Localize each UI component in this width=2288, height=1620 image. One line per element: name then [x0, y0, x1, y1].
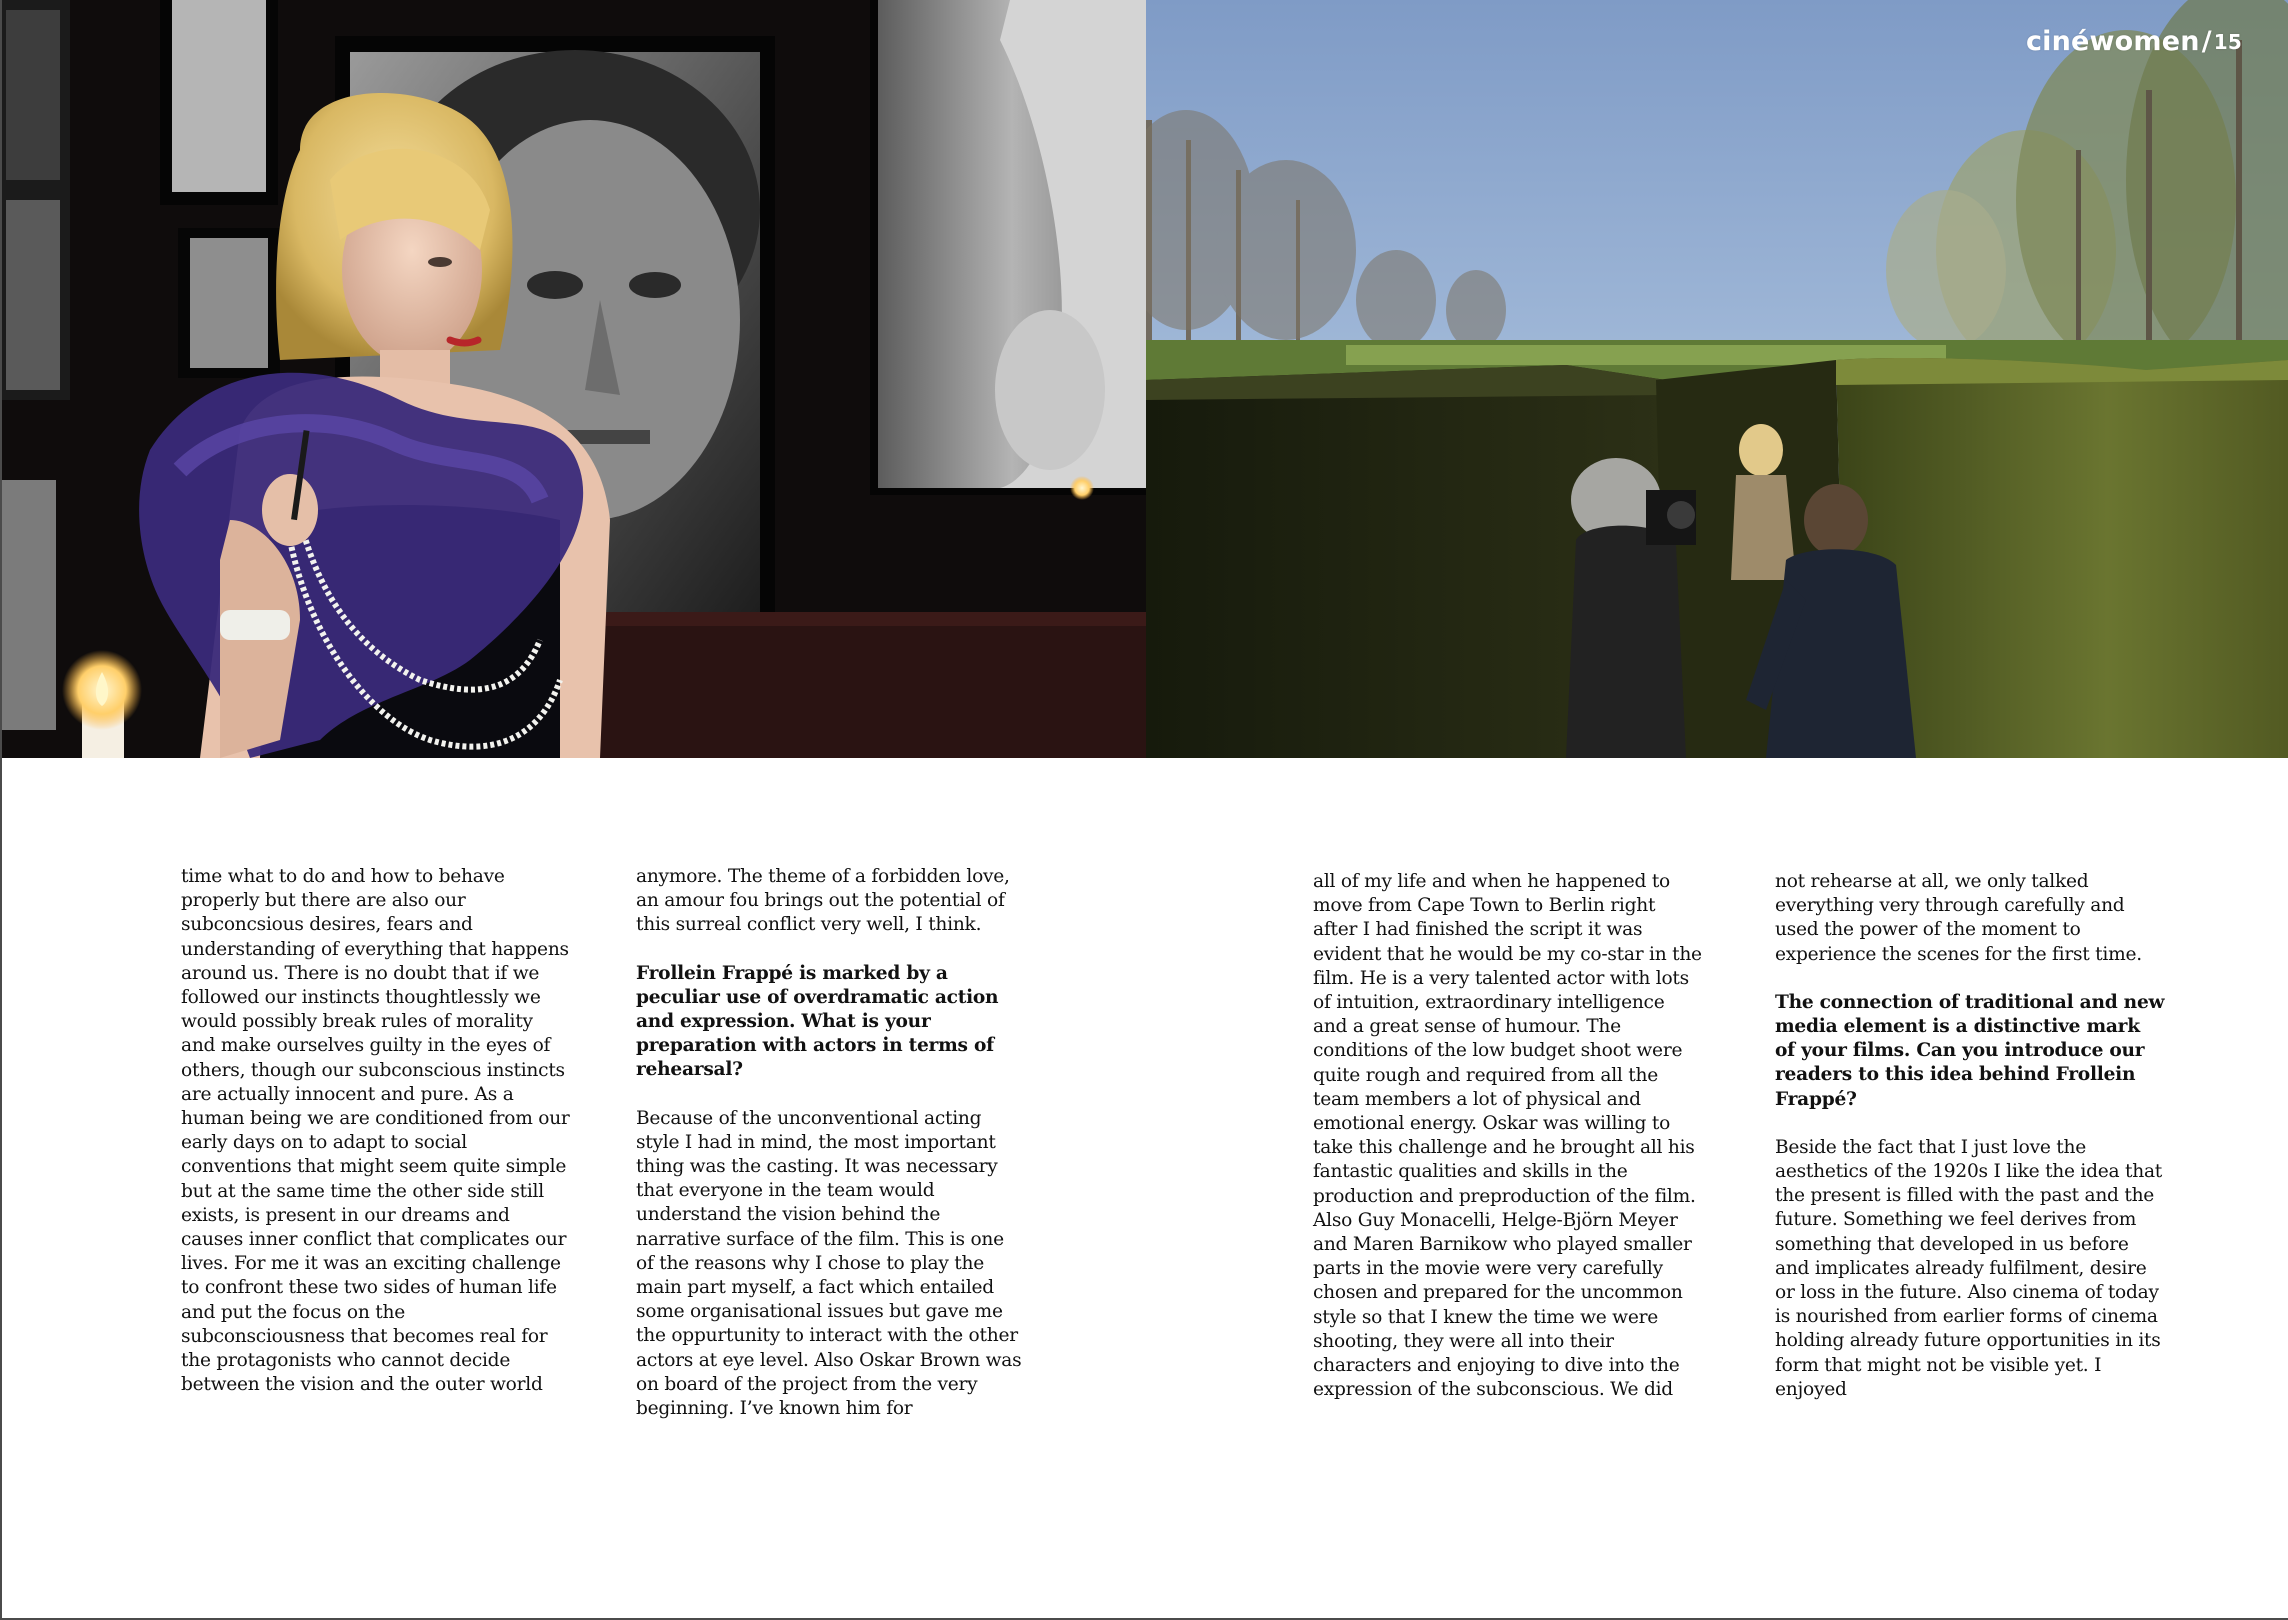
- body-paragraph: anymore. The theme of a forbidden love, an amour fou brings out the potential of this surreal conflict very well, I think.: [636, 866, 1010, 936]
- body-paragraph: Because of the unconventional acting style I had in mind, the most important thing was the casting. It was necessary that everyone in the team would understand the vision behind the narrative surface of the film. This is one of the reasons why I chose to play the main part myself, a fact which entailed some organisational issues but gave me the oppurtunity to interact with the other actors at eye level. Also Oskar Brown was on board of the project from the very beginning. I’ve known him for: [636, 1107, 1022, 1420]
- lounge-portrait-illustration: [0, 0, 1146, 758]
- body-paragraph: all of my life and when he happened to move from Cape Town to Berlin right after I had finished the script it was evident that he would be my co-star in the film. He is a very talented actor with lots of intuition, extraordinary intelligence and a great sense of humour. The conditions of the low budget shoot were quite rough and required from all the team members a lot of physical and emotional energy. Oskar was willing to take this challenge and he brought all his fantastic qualities and skills in the production and preproduction of the film. Also Guy Monacelli, Helge-Björn Meyer and Maren Barnikow who played smaller parts in the movie were very carefully chosen and prepared for the uncommon style so that I knew the time we were shooting, they were all into their characters and enjoying to dive into the expression of the subconscious. We did: [1313, 871, 1702, 1401]
- hedge-maze-photo: [1146, 0, 2288, 758]
- text-column-1: [181, 865, 571, 1421]
- body-paragraph: Beside the fact that I just love the aesthetics of the 1920s I like the idea that the present is filled with the past and the future. Something we feel derives from something that developed in us before and implicates already fulfilment, desire or loss in the future. Also cinema of today is nourished from earlier forms of cinema holding already future opportunities in its form that might not be visible yet. I enjoyed: [1775, 1136, 2163, 1400]
- magazine-brand: cinéwomen: [2025, 26, 2200, 57]
- text-column-3: [1313, 870, 1703, 1426]
- page-number: 15: [2213, 30, 2242, 54]
- text-column-2: [636, 865, 1026, 1445]
- folio-separator: /: [2201, 26, 2212, 57]
- interview-question: The connection of traditional and new media element is a distinctive mark of your films. Can you introduce our readers to this idea behind Frollein Frappé?: [1775, 991, 2165, 1110]
- page-folio: [2026, 26, 2242, 57]
- interview-question: Frollein Frappé is marked by a peculiar use of overdramatic action and expression. What is your preparation with actors in terms of rehearsal?: [636, 962, 999, 1081]
- hedge-maze-illustration: [1146, 0, 2288, 758]
- body-paragraph: time what to do and how to behave properly but there are also our subconcsious desires, fears and understanding of everything that happens around us. There is no doubt that if we followed our instincts thoughtlessly we would possibly break rules of morality and make ourselves guilty in the eyes of others, though our subconscious instincts are actually innocent and pure. As a human being we are conditioned from our early days on to adapt to social conventions that might seem quite simple but at the same time the other side still exists, is present in our dreams and causes inner conflict that complicates our lives. For me it was an exciting challenge to confront these two sides of human life and put the focus on the subconsciousness that becomes real for the protagonists who cannot decide between the vision and the outer world: [181, 866, 570, 1396]
- body-paragraph: not rehearse at all, we only talked everything very through carefully and used the power of the moment to experience the scenes for the first time.: [1775, 871, 2142, 965]
- text-column-4: [1775, 870, 2165, 1426]
- lounge-portrait-photo: [0, 0, 1146, 758]
